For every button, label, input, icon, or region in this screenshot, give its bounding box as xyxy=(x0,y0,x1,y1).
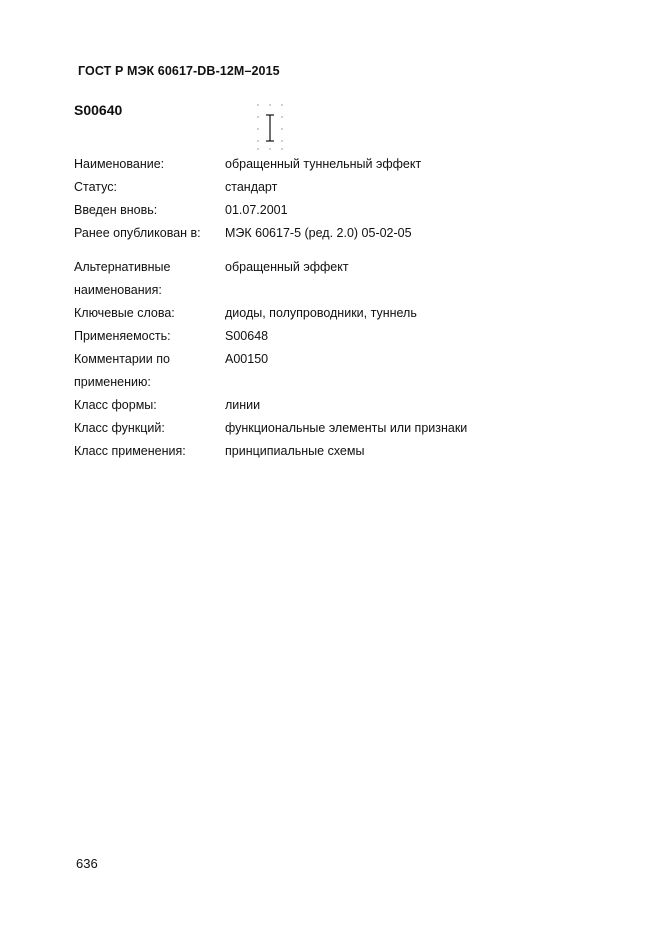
field-value: МЭК 60617-5 (ред. 2.0) 05-02-05 xyxy=(225,226,412,240)
symbol-code: S00640 xyxy=(74,102,123,118)
field-label: Ранее опубликован в: xyxy=(74,226,201,240)
field-value: обращенный туннельный эффект xyxy=(225,157,422,171)
field-label-line: Комментарии по xyxy=(74,352,170,366)
field-value: линии xyxy=(225,398,261,412)
field-value: обращенный эффект xyxy=(225,260,349,274)
field-value: диоды, полупроводники, туннель xyxy=(225,306,417,320)
document-header: ГОСТ Р МЭК 60617-DB-12M–2015 xyxy=(78,64,280,78)
field-function-class xyxy=(74,417,594,440)
field-applicability xyxy=(74,325,594,348)
attribute-table xyxy=(74,153,594,463)
tunnel-effect-symbol-icon xyxy=(255,103,285,151)
field-label: Статус: xyxy=(74,180,117,194)
field-value: A00150 xyxy=(225,352,269,366)
field-label: Класс применения: xyxy=(74,444,186,458)
field-published xyxy=(74,222,594,245)
field-label: Применяемость: xyxy=(74,329,171,343)
field-label: Введен вновь: xyxy=(74,203,158,217)
field-label xyxy=(74,348,225,394)
field-value: стандарт xyxy=(225,180,278,194)
field-label: Наименование: xyxy=(74,157,165,171)
field-shape-class xyxy=(74,394,594,417)
spacer xyxy=(74,245,594,256)
field-value: функциональные элементы или признаки xyxy=(225,421,468,435)
field-value: S00648 xyxy=(225,329,269,343)
field-label-line: наименования: xyxy=(74,283,162,297)
field-label: Класс формы: xyxy=(74,398,157,412)
field-alt-names xyxy=(74,256,594,302)
field-name xyxy=(74,153,594,176)
field-comments xyxy=(74,348,594,394)
field-status xyxy=(74,176,594,199)
field-value: принципиальные схемы xyxy=(225,444,365,458)
field-introduced xyxy=(74,199,594,222)
field-label-line: Альтернативные xyxy=(74,260,171,274)
field-label: Класс функций: xyxy=(74,421,165,435)
page-number: 636 xyxy=(76,856,98,871)
field-label-line: применению: xyxy=(74,375,151,389)
field-label: Ключевые слова: xyxy=(74,306,175,320)
field-application-class xyxy=(74,440,594,463)
field-keywords xyxy=(74,302,594,325)
field-value: 01.07.2001 xyxy=(225,203,288,217)
field-label xyxy=(74,256,225,302)
